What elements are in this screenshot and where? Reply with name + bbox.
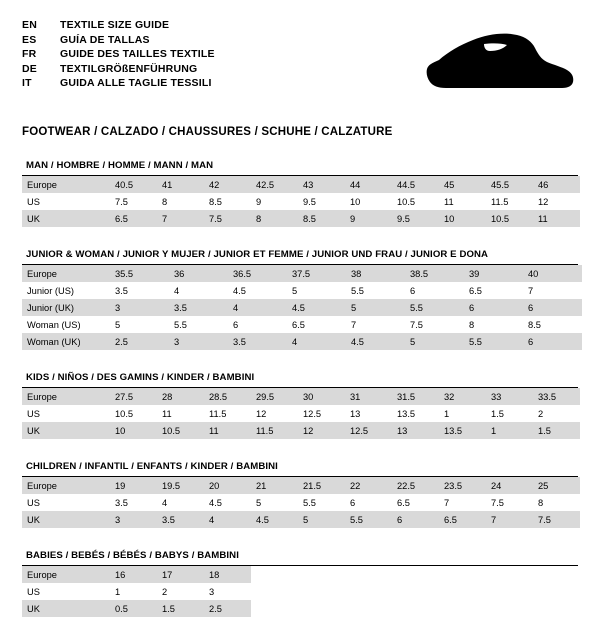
cell: 4.5 <box>287 299 346 316</box>
cell-empty <box>533 583 580 600</box>
cell: 10.5 <box>397 196 416 207</box>
cell: 2.5 <box>110 333 169 350</box>
language-code: DE <box>22 62 37 75</box>
cell: 43 <box>298 176 345 193</box>
cell: 37.5 <box>287 265 346 282</box>
cell: 8.5 <box>528 319 541 330</box>
cell: 3.5 <box>228 333 287 350</box>
cell: 8.5 <box>298 210 345 227</box>
table-row <box>22 282 582 299</box>
cell: 29.5 <box>251 388 298 405</box>
cell: 32 <box>439 388 486 405</box>
cell: 10.5 <box>157 422 204 439</box>
cell: 5 <box>298 511 345 528</box>
row-label: US <box>27 497 40 508</box>
cell: 3.5 <box>169 299 228 316</box>
cell: 3 <box>110 299 169 316</box>
language-title: TEXTILGRÖßENFÜHRUNG <box>60 62 198 75</box>
cell-empty <box>533 566 580 583</box>
table-row <box>22 299 582 316</box>
language-code: ES <box>22 33 37 46</box>
table-row <box>22 566 580 583</box>
language-code: FR <box>22 48 37 61</box>
cell: 5 <box>346 299 405 316</box>
row-label: UK <box>22 422 110 439</box>
table-row <box>22 600 580 617</box>
cell: 18 <box>204 566 251 583</box>
table-row <box>22 265 582 282</box>
size-table-kids <box>22 388 580 439</box>
cell: 33 <box>486 388 533 405</box>
cell: 7.5 <box>204 210 251 227</box>
cell: 7.5 <box>533 511 580 528</box>
cell: 7.5 <box>410 319 423 330</box>
cell: 2 <box>162 586 168 597</box>
page-header <box>22 18 578 110</box>
cell: 5.5 <box>351 285 364 296</box>
cell: 3 <box>169 333 228 350</box>
cell-empty <box>345 566 392 583</box>
cell: 6 <box>523 333 582 350</box>
cell-empty <box>392 566 439 583</box>
cell: 44 <box>345 176 392 193</box>
cell: 5.5 <box>464 333 523 350</box>
cell: 7 <box>528 285 534 296</box>
cell: 3 <box>110 511 157 528</box>
cell: 1.5 <box>491 408 504 419</box>
cell: 7 <box>157 210 204 227</box>
section-title: JUNIOR & WOMAN / JUNIOR Y MUJER / JUNIOR ET FEMME / JUNIOR UND FRAU / JUNIOR E DONA <box>26 249 489 260</box>
row-label: Woman (UK) <box>22 333 110 350</box>
section-title: MAN / HOMBRE / HOMME / MANN / MAN <box>26 160 214 171</box>
cell: 13.5 <box>397 408 416 419</box>
cell: 27.5 <box>110 388 157 405</box>
cell: 7 <box>351 319 357 330</box>
cell: 8 <box>251 210 298 227</box>
cell: 6 <box>233 319 239 330</box>
cell: 1 <box>115 586 121 597</box>
cell: 7.5 <box>491 497 504 508</box>
cell: 10.5 <box>115 408 134 419</box>
cell: 11.5 <box>251 422 298 439</box>
cell: 39 <box>464 265 523 282</box>
cell-empty <box>345 583 392 600</box>
cell: 9.5 <box>303 196 316 207</box>
cell: 12.5 <box>345 422 392 439</box>
cell-empty <box>486 583 533 600</box>
cell-empty <box>298 583 345 600</box>
cell: 4.5 <box>209 497 222 508</box>
cell: 38 <box>346 265 405 282</box>
cell: 5 <box>292 285 298 296</box>
cell: 42.5 <box>251 176 298 193</box>
row-label: US <box>27 586 40 597</box>
cell: 13 <box>392 422 439 439</box>
cell-empty <box>392 600 439 617</box>
cell-empty <box>392 583 439 600</box>
section-title: KIDS / NIÑOS / DES GAMINS / KINDER / BAMBINI <box>26 372 255 383</box>
cell-empty <box>486 600 533 617</box>
cell-empty <box>533 600 580 617</box>
cell: 16 <box>110 566 157 583</box>
cell: 3.5 <box>157 511 204 528</box>
cell: 35.5 <box>110 265 169 282</box>
cell: 19.5 <box>157 477 204 494</box>
table-row <box>22 333 582 350</box>
cell: 4.5 <box>251 511 298 528</box>
cell: 10 <box>350 196 361 207</box>
section-babies <box>22 550 578 617</box>
cell: 1 <box>444 408 450 419</box>
cell: 30 <box>298 388 345 405</box>
cell: 8 <box>469 319 475 330</box>
cell-empty <box>439 583 486 600</box>
section-title: CHILDREN / INFANTIL / ENFANTS / KINDER / BAMBINI <box>26 461 278 472</box>
cell: 2 <box>538 408 544 419</box>
cell: 4.5 <box>346 333 405 350</box>
cell: 45 <box>439 176 486 193</box>
language-row <box>22 33 215 48</box>
size-table-junior-woman <box>22 265 582 350</box>
section-man <box>22 160 578 227</box>
cell: 6 <box>392 511 439 528</box>
section-title: BABIES / BEBÉS / BÉBÉS / BABYS / BAMBINI <box>26 550 239 561</box>
row-label: Europe <box>22 477 110 494</box>
cell: 23.5 <box>439 477 486 494</box>
cell: 40.5 <box>110 176 157 193</box>
table-row <box>22 511 580 528</box>
language-row <box>22 47 215 62</box>
cell-empty <box>345 600 392 617</box>
cell: 4 <box>204 511 251 528</box>
cell: 11 <box>533 210 580 227</box>
cell-empty <box>251 583 298 600</box>
cell: 33.5 <box>533 388 580 405</box>
cell: 3.5 <box>115 497 128 508</box>
language-code: IT <box>22 77 32 90</box>
row-label: Europe <box>22 176 110 193</box>
row-label: Europe <box>22 566 110 583</box>
row-label: Europe <box>22 265 110 282</box>
cell-empty <box>298 566 345 583</box>
cell: 7.5 <box>115 196 128 207</box>
cell: 36 <box>169 265 228 282</box>
row-label: Junior (UK) <box>22 299 110 316</box>
cell: 31 <box>345 388 392 405</box>
size-table-babies <box>22 566 580 617</box>
size-table-children <box>22 477 580 528</box>
cell: 9 <box>256 196 262 207</box>
cell: 5.5 <box>405 299 464 316</box>
row-label: US <box>27 408 40 419</box>
cell: 5 <box>256 497 262 508</box>
cell: 38.5 <box>405 265 464 282</box>
cell: 0.5 <box>110 600 157 617</box>
language-title: TEXTILE SIZE GUIDE <box>60 19 170 31</box>
language-title: GUIDE DES TAILLES TEXTILE <box>60 48 215 61</box>
cell-empty <box>486 566 533 583</box>
cell-empty <box>439 566 486 583</box>
cell: 8.5 <box>209 196 222 207</box>
cell: 3.5 <box>115 285 128 296</box>
cell: 9.5 <box>392 210 439 227</box>
cell-empty <box>298 600 345 617</box>
cell: 1.5 <box>533 422 580 439</box>
cell: 12 <box>256 408 267 419</box>
cell: 28.5 <box>204 388 251 405</box>
cell: 5 <box>405 333 464 350</box>
table-row <box>22 193 580 210</box>
cell: 4 <box>174 285 180 296</box>
table-row <box>22 422 580 439</box>
language-row <box>22 18 215 33</box>
cell: 12 <box>298 422 345 439</box>
cell: 5 <box>115 319 121 330</box>
cell: 40 <box>523 265 582 282</box>
row-label: Europe <box>22 388 110 405</box>
row-label: Woman (US) <box>27 319 81 330</box>
cell: 7 <box>444 497 450 508</box>
table-row <box>22 316 582 333</box>
cell: 5.5 <box>345 511 392 528</box>
cell: 6 <box>350 497 356 508</box>
cell: 1 <box>486 422 533 439</box>
table-row <box>22 583 580 600</box>
table-row <box>22 494 580 511</box>
cell: 20 <box>204 477 251 494</box>
language-row <box>22 62 215 77</box>
cell: 36.5 <box>228 265 287 282</box>
cell: 4.5 <box>233 285 246 296</box>
cell: 5.5 <box>174 319 187 330</box>
cell: 21 <box>251 477 298 494</box>
cell: 22.5 <box>392 477 439 494</box>
cell: 31.5 <box>392 388 439 405</box>
table-row <box>22 388 580 405</box>
cell: 21.5 <box>298 477 345 494</box>
cell: 6.5 <box>110 210 157 227</box>
cell: 46 <box>533 176 580 193</box>
cell: 19 <box>110 477 157 494</box>
cell: 4 <box>228 299 287 316</box>
cell: 6 <box>464 299 523 316</box>
cell: 7 <box>486 511 533 528</box>
cell: 3 <box>209 586 215 597</box>
table-row <box>22 210 580 227</box>
cell: 41 <box>157 176 204 193</box>
cell: 10 <box>110 422 157 439</box>
cell: 4 <box>162 497 168 508</box>
cell: 6 <box>410 285 416 296</box>
cell: 9 <box>345 210 392 227</box>
section-children <box>22 461 578 528</box>
cell: 6 <box>523 299 582 316</box>
cell: 25 <box>533 477 580 494</box>
row-label: UK <box>22 210 110 227</box>
cell: 13.5 <box>439 422 486 439</box>
cell: 1.5 <box>157 600 204 617</box>
cell: 13 <box>350 408 361 419</box>
dress-shoe-icon <box>376 26 576 98</box>
cell: 24 <box>486 477 533 494</box>
language-row <box>22 76 215 91</box>
cell: 12.5 <box>303 408 322 419</box>
cell: 44.5 <box>392 176 439 193</box>
size-table-man <box>22 176 580 227</box>
cell: 11.5 <box>209 408 227 419</box>
cell: 5.5 <box>303 497 316 508</box>
row-label: UK <box>22 600 110 617</box>
cell: 6.5 <box>397 497 410 508</box>
cell: 28 <box>157 388 204 405</box>
cell: 22 <box>345 477 392 494</box>
cell-empty <box>439 600 486 617</box>
table-row <box>22 405 580 422</box>
cell: 10 <box>439 210 486 227</box>
row-label: UK <box>22 511 110 528</box>
cell-empty <box>251 566 298 583</box>
cell: 11 <box>162 408 172 419</box>
cell: 6.5 <box>439 511 486 528</box>
cell: 11 <box>204 422 251 439</box>
cell: 10.5 <box>486 210 533 227</box>
table-row <box>22 176 580 193</box>
cell: 42 <box>204 176 251 193</box>
cell-empty <box>251 600 298 617</box>
cell: 11.5 <box>491 196 509 207</box>
cell: 8 <box>538 497 544 508</box>
language-title-list <box>22 18 215 91</box>
cell: 8 <box>162 196 168 207</box>
row-label: Junior (US) <box>27 285 75 296</box>
cell: 2.5 <box>204 600 251 617</box>
cell: 4 <box>287 333 346 350</box>
cell: 45.5 <box>486 176 533 193</box>
cell: 6.5 <box>469 285 482 296</box>
category-title: FOOTWEAR / CALZADO / CHAUSSURES / SCHUHE / CALZATURE <box>22 126 393 138</box>
language-title: GUÍA DE TALLAS <box>60 33 150 46</box>
section-kids <box>22 372 578 439</box>
cell: 11 <box>444 196 454 207</box>
table-row <box>22 477 580 494</box>
cell: 17 <box>157 566 204 583</box>
cell: 12 <box>538 196 549 207</box>
row-label: US <box>27 196 40 207</box>
language-code: EN <box>22 19 37 31</box>
cell: 6.5 <box>292 319 305 330</box>
language-title: GUIDA ALLE TAGLIE TESSILI <box>60 77 212 90</box>
section-junior-woman <box>22 249 578 350</box>
